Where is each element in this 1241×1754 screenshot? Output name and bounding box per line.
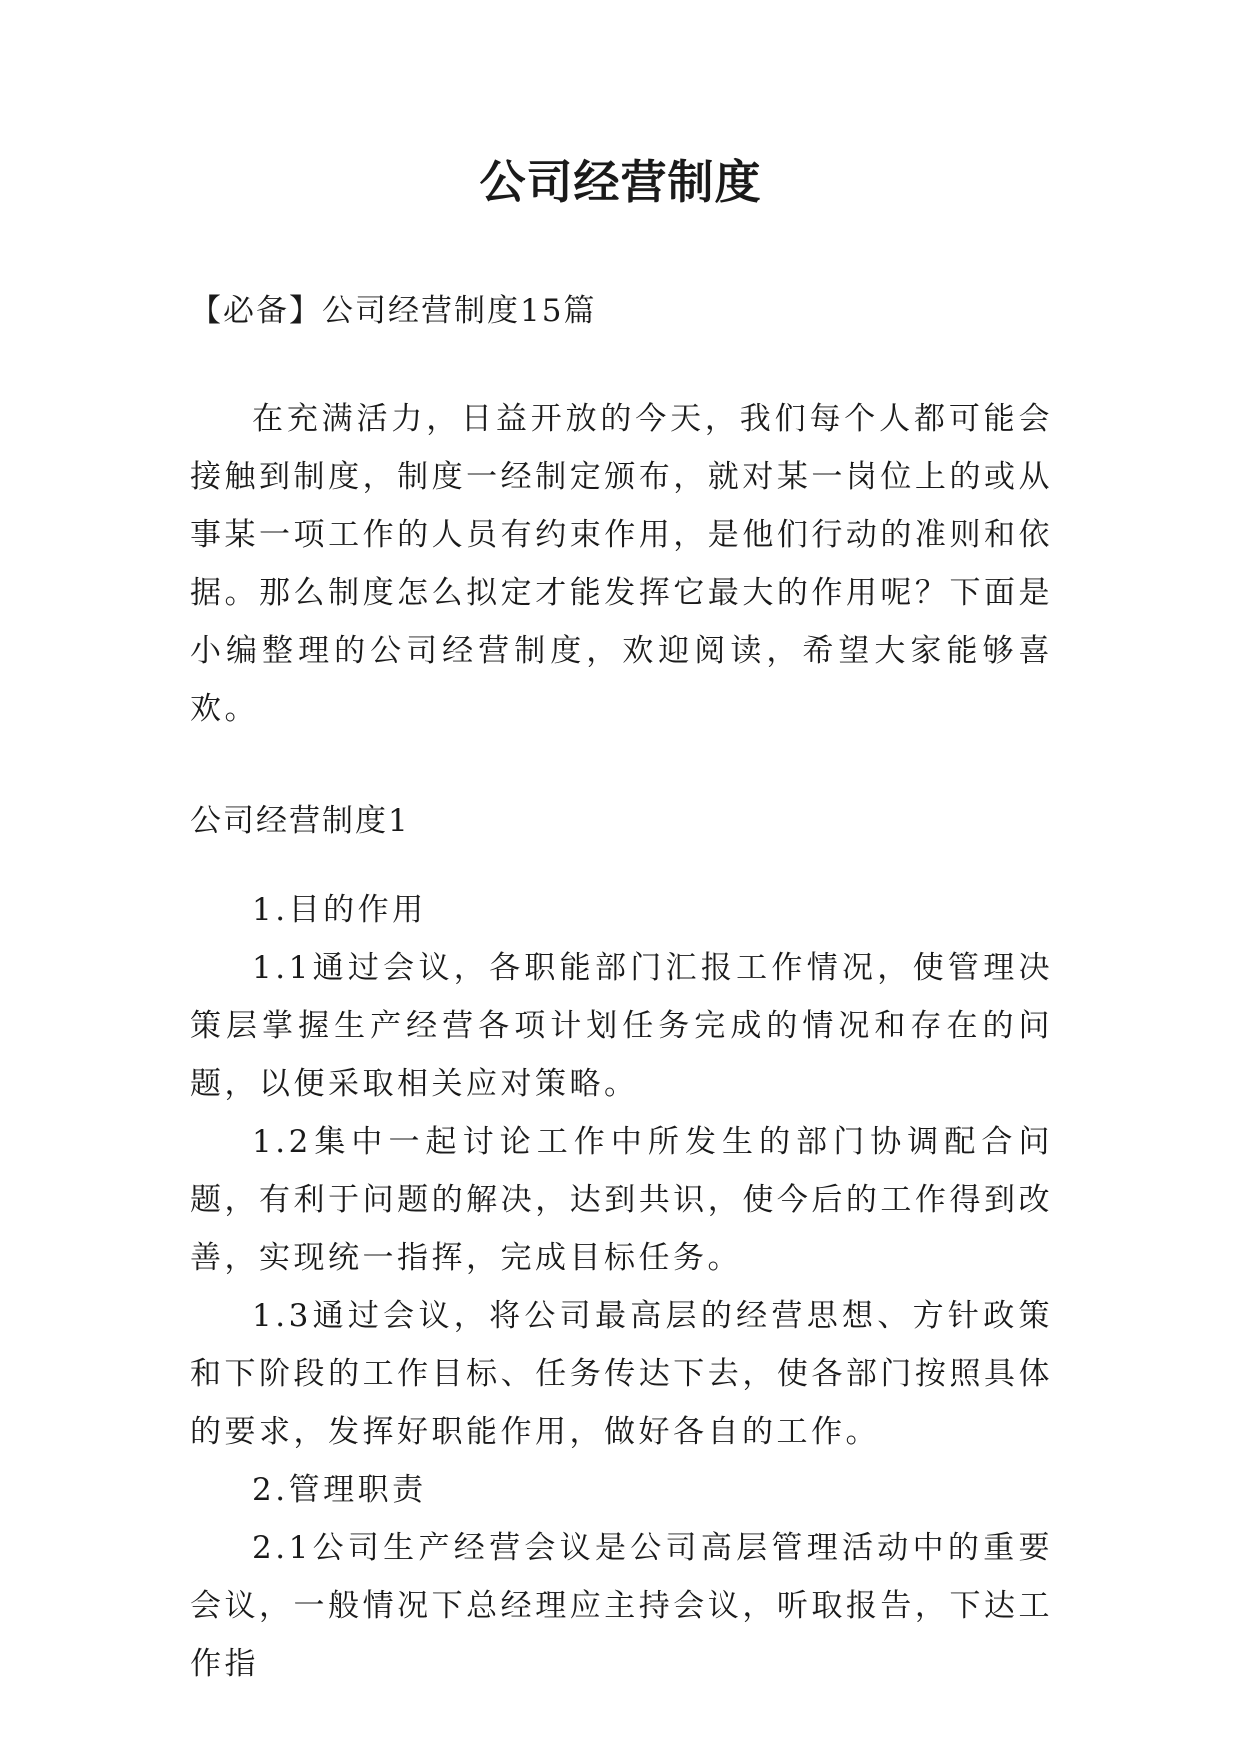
document-subtitle: 【必备】公司经营制度15篇 <box>190 293 597 329</box>
section-title: 公司经营制度1 <box>190 803 410 839</box>
intro-paragraph: 在充满活力，日益开放的今天，我们每个人都可能会接触到制度，制度一经制定颁布，就对某一岗位上的或从事某一项工作的人员有约束作用，是他们行动的准则和依据。那么制度怎么拟定才能发挥它最大的作用呢？下面是小编整理的公司经营制度，欢迎阅读，希望大家能够喜欢。 <box>190 401 1053 727</box>
paragraph-1-2: 1.2集中一起讨论工作中所发生的部门协调配合问题，有利于问题的解决，达到共识，使今后的工作得到改善，实现统一指挥，完成目标任务。 <box>190 1124 1053 1276</box>
paragraph-1-3: 1.3通过会议，将公司最高层的经营思想、方针政策和下阶段的工作目标、任务传达下去，使各部门按照具体的要求，发挥好职能作用，做好各自的工作。 <box>190 1298 1053 1450</box>
paragraph-2-1: 2.1公司生产经营会议是公司高层管理活动中的重要会议，一般情况下总经理应主持会议，听取报告，下达工作指 <box>190 1530 1053 1682</box>
document-title: 公司经营制度 <box>479 155 762 209</box>
heading-purpose: 1.目的作用 <box>252 892 427 928</box>
paragraph-1-1: 1.1通过会议，各职能部门汇报工作情况，使管理决策层掌握生产经营各项计划任务完成的情况和存在的问题，以便采取相关应对策略。 <box>190 950 1053 1102</box>
heading-responsibilities: 2.管理职责 <box>252 1472 427 1508</box>
document-body <box>190 282 1053 1693</box>
